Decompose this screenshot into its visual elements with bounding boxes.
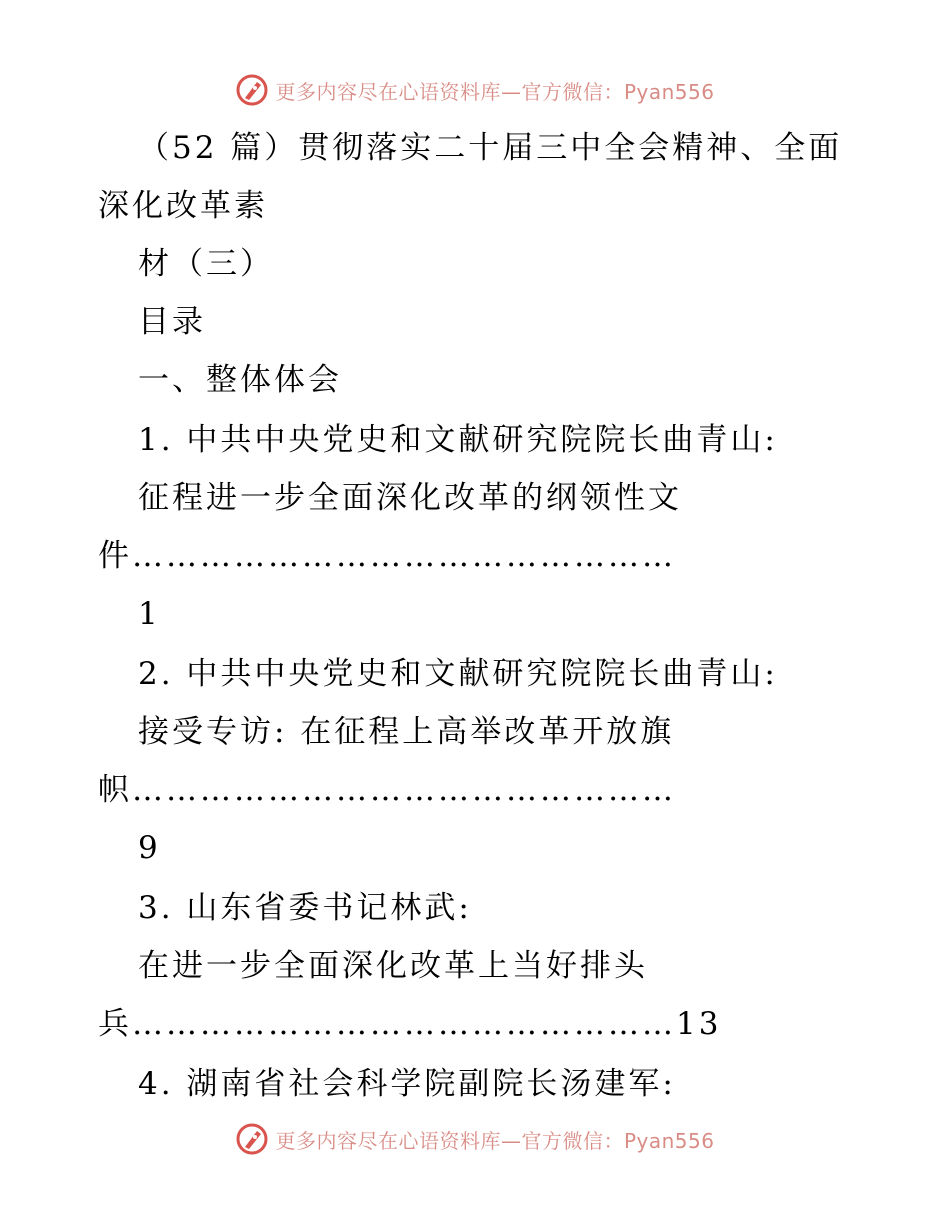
toc-entry-page: 9 [138,830,161,866]
toc-entry-title: 在进一步全面深化改革上当好排头 [138,948,648,984]
toc-entry-title: 征程进一步全面深化改革的纲领性文 [138,480,682,516]
section-heading-overall: 一、整体体会 [138,362,342,398]
toc-entry-title: 接受专访: 在征程上高举改革开放旗 [138,714,675,750]
watermark-text: 更多内容尽在心语资料库—官方微信：Pyan556 [275,79,715,104]
pen-nib-logo-icon [235,1122,269,1156]
document-title-line-3: 材（三） [138,246,274,282]
toc-entry-leader: 件………………………………………… [98,538,676,574]
document-title-line-1: （52 篇）贯彻落实二十届三中全会精神、全面 [138,130,843,166]
watermark-text: 更多内容尽在心语资料库—官方微信：Pyan556 [275,1128,715,1153]
toc-entry-page: 1 [138,596,161,632]
toc-entry-heading: 1. 中共中央党史和文献研究院院长曲青山: [138,422,778,458]
toc-heading: 目录 [138,304,206,340]
toc-entry-heading: 4. 湖南省社会科学院副院长汤建军: [138,1066,676,1102]
toc-entry-leader: 兵…………………………………………13 [98,1006,722,1042]
toc-entry-heading: 3. 山东省委书记林武: [138,890,472,926]
toc-entry-leader: 帜………………………………………… [98,772,676,808]
toc-entry-heading: 2. 中共中央党史和文献研究院院长曲青山: [138,656,778,692]
footer-watermark [0,1119,950,1159]
document-title-line-2: 深化改革素 [98,188,268,224]
pen-nib-logo-icon [235,73,269,107]
header-watermark [0,70,950,110]
